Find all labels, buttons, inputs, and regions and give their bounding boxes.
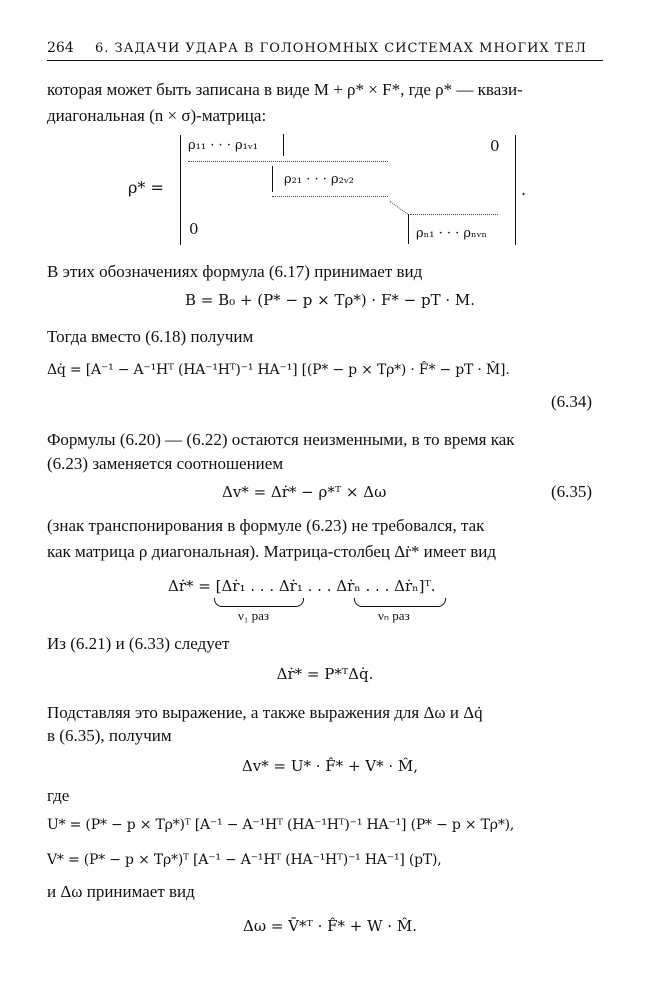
paragraph-line: в (6.35), получим xyxy=(47,726,172,745)
matrix-diagonal-dots xyxy=(389,201,408,214)
formula-delta-r: Δṙ* = [Δṙ₁ . . . Δṙ₁ . . . Δṙₙ . . . Δṙₙ]ᵀ. xyxy=(168,577,436,595)
page-number: 264 xyxy=(47,40,74,56)
formula-6-34: Δq̇ = [A⁻¹ − A⁻¹Hᵀ (HA⁻¹Hᵀ)⁻¹ HA⁻¹] [(P* − p × Tρ*) · F̂* − pT · M̂]. xyxy=(47,362,510,378)
paragraph-line: Из (6.21) и (6.33) следует xyxy=(47,634,230,653)
matrix-block-1: ρ₁₁ · · · ρ₁ᵥ₁ xyxy=(188,138,258,153)
matrix-block-2: ρ₂₁ · · · ρ₂ᵥ₂ xyxy=(284,172,354,187)
matrix-left-bracket xyxy=(180,135,181,245)
formula-r-from-q: Δṙ* = P*ᵀΔq̇. xyxy=(276,665,374,683)
paragraph-line: Формулы (6.20) — (6.22) остаются неизменными, в то время как xyxy=(47,430,515,449)
formula-B: B = B₀ + (P* − p × Tρ*) · F* − pT · M. xyxy=(184,291,476,309)
matrix-dotted-rule xyxy=(188,161,388,162)
paragraph-line: как матрица ρ диагональная). Матрица-столбец Δṙ* имеет вид xyxy=(47,542,496,561)
underbrace-label-2: νₙ раз xyxy=(378,608,410,623)
paragraph-line: которая может быть записана в виде M + ρ* × F*, где ρ* — квази- xyxy=(47,80,523,99)
paragraph-line: (6.23) заменяется соотношением xyxy=(47,454,284,473)
formula-delta-omega: Δω = V̄*ᵀ · F̂* + W · M̂. xyxy=(243,917,417,935)
block-3-separator xyxy=(408,214,409,244)
paragraph-line: Тогда вместо (6.18) получим xyxy=(47,327,254,346)
matrix-dotted-rule xyxy=(410,214,498,215)
paragraph-line: Подставляя это выражение, а также выражения для Δω и Δq̇ xyxy=(47,703,483,722)
equation-number-6-35: (6.35) xyxy=(551,482,593,501)
matrix-zero-top: 0 xyxy=(490,137,500,155)
formula-V: V* = (P* − p × Tρ*)ᵀ [A⁻¹ − A⁻¹Hᵀ (HA⁻¹Hᵀ)⁻¹ HA⁻¹] (pT), xyxy=(47,852,442,868)
paragraph-line: где xyxy=(47,786,70,805)
underbrace-label-1: ν₁ раз xyxy=(238,608,270,623)
matrix-trailing-period: . xyxy=(521,180,527,199)
matrix-right-bracket xyxy=(515,135,516,245)
matrix-lhs: ρ* = xyxy=(128,178,164,197)
underbrace-2 xyxy=(354,598,446,607)
matrix-block-3: ρₙ₁ · · · ρₙᵥₙ xyxy=(416,226,488,241)
paragraph-line: (знак транспонирования в формуле (6.23) не требовался, так xyxy=(47,516,485,535)
running-header xyxy=(47,38,603,61)
paragraph-line: и Δω принимает вид xyxy=(47,882,195,901)
matrix-dotted-rule xyxy=(272,196,388,197)
underbrace-1 xyxy=(214,598,304,607)
equation-number-6-34: (6.34) xyxy=(551,392,593,411)
running-title: 6. ЗАДАЧИ УДАРА В ГОЛОНОМНЫХ СИСТЕМАХ МНОГИХ ТЕЛ xyxy=(95,41,587,56)
formula-6-35: Δv* = Δṙ* − ρ*ᵀ × Δω xyxy=(222,483,387,501)
block-1-separator xyxy=(283,134,284,156)
formula-delta-v: Δv* = U* · F̂* + V* · M̂, xyxy=(241,757,419,775)
paragraph-line: В этих обозначениях формула (6.17) принимает вид xyxy=(47,262,423,281)
formula-U: U* = (P* − p × Tρ*)ᵀ [A⁻¹ − A⁻¹Hᵀ (HA⁻¹Hᵀ)⁻¹ HA⁻¹] (P* − p × Tρ*), xyxy=(47,817,515,833)
matrix-zero-bottom: 0 xyxy=(189,220,199,238)
block-2-separator xyxy=(272,166,273,192)
paragraph-line: диагональная (n × σ)-матрица: xyxy=(47,106,267,125)
